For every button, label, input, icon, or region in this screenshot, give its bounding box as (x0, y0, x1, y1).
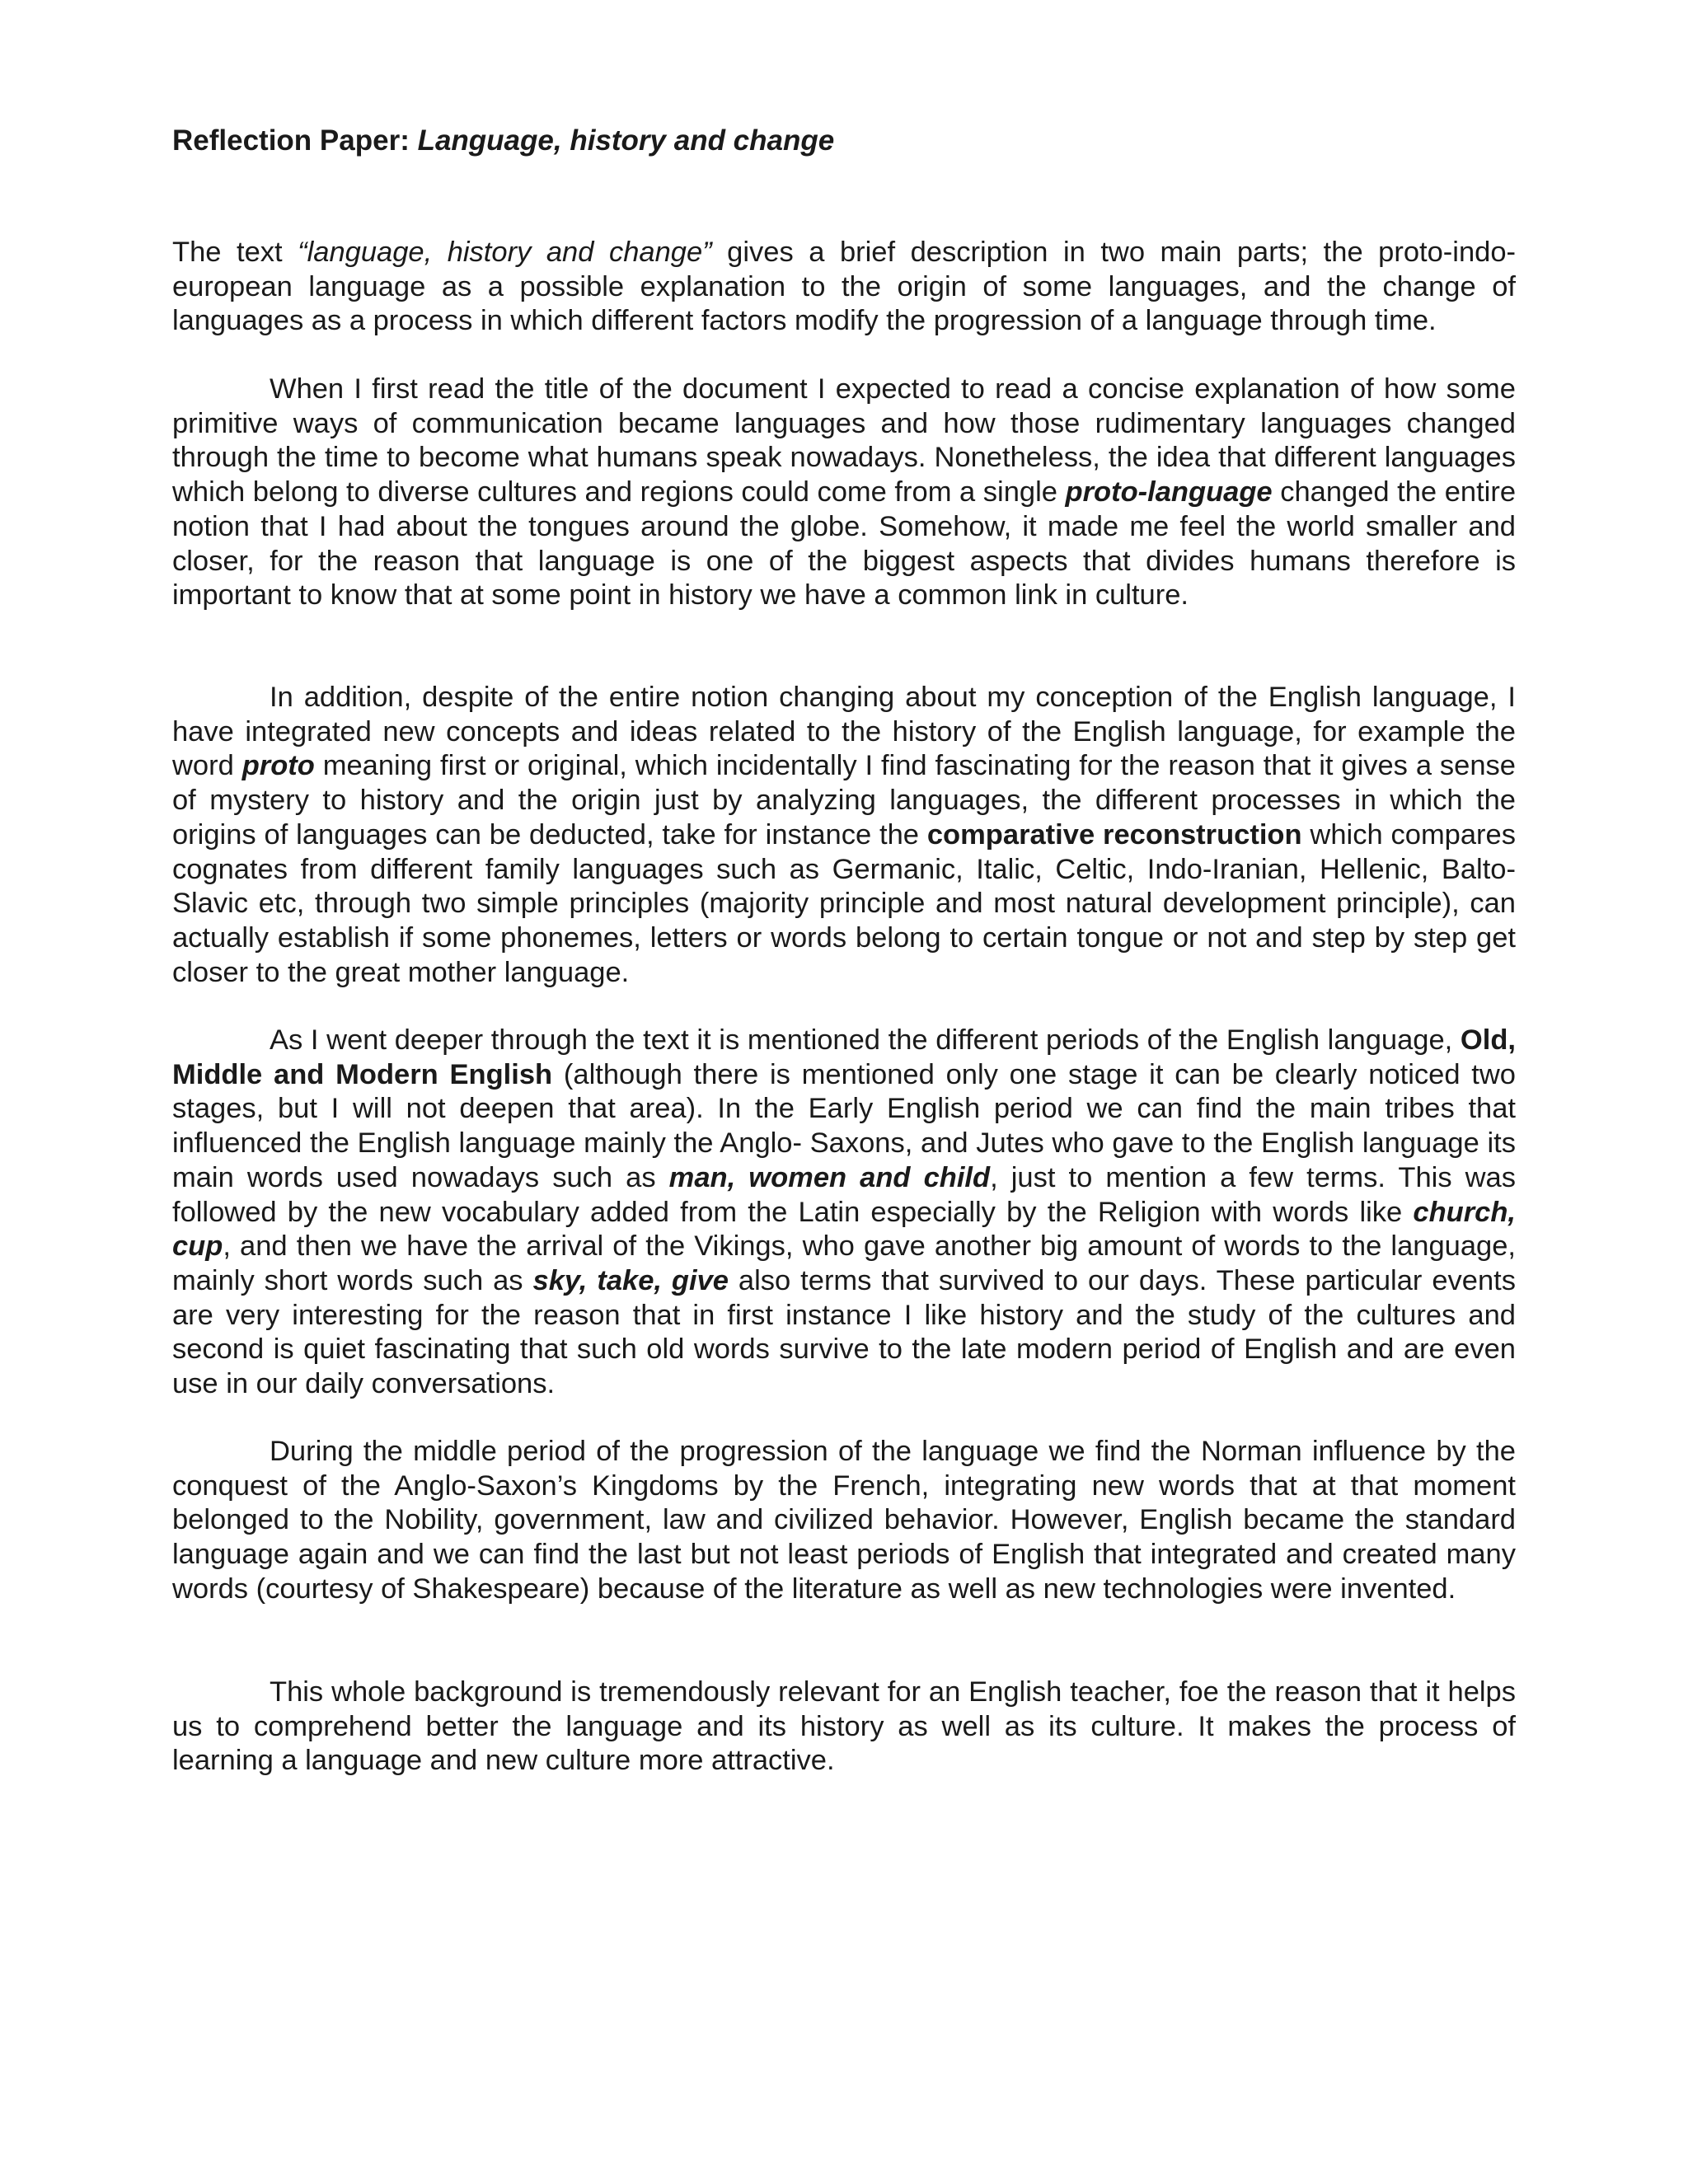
paragraph-intro (172, 236, 1516, 339)
emphasis-term: sky, take, give (532, 1264, 729, 1296)
emphasis-term: church, cup (172, 1196, 1516, 1263)
paragraph-middle-period (172, 1435, 1516, 1607)
text-run: (although there is mentioned only one stage it can be clearly noticed two stages, but I will not deepen that area). In the Early English period we can find the main tribes that influenced the English language mainly the Anglo- Saxons, and Jutes who gave to the English language its main words used nowadays such as (172, 1058, 1516, 1193)
bold-term: Old, Middle and Modern English (172, 1024, 1516, 1090)
text-run: also terms that survived to our days. These particular events are very interesting for the reason that in first instance I like history and the study of the cultures and second is quiet fascinating that such old words survive to the late modern period of English and are even use in our daily conversations. (172, 1264, 1516, 1400)
quoted-title: “language, history and change” (298, 237, 712, 268)
text-run: , and then we have the arrival of the Vikings, who gave another big amount of words to the language, mainly short words such as (172, 1230, 1516, 1296)
paragraph-expectations (172, 373, 1516, 613)
text-run: gives a brief description in two main parts; the proto-indo-european language as a possible explanation to the origin of some languages, and the change of languages as a process in which different factors modify the progression of a language through time. (172, 237, 1517, 337)
text-run: The text (172, 237, 298, 268)
text-run: When I first read the title of the document I expected to read a concise explanation of how some primitive ways of communication became languages and how those rudimentary languages changed through the time to become what humans speak nowadays. Nonetheless, the idea that different languages which belong to diverse cultures and regions could come from a single (172, 373, 1516, 509)
text-run: which compares cognates from different family languages such as Germanic, Italic, Celtic, Indo-Iranian, Hellenic, Balto-Slavic etc, through two simple principles (majority principle and most natural development principle), can actually establish if some phonemes, letters or words belong to certain tongue or not and step by step get closer to the great mother language. (172, 818, 1516, 988)
text-run: , just to mention a few terms. This was followed by the new vocabulary added from the Latin especially by the Religion with words like (172, 1161, 1516, 1228)
text-run: meaning first or original, which incidentally I find fascinating for the reason that it gives a sense of mystery to history and the origin just by analyzing languages, the different processes in which the origins of languages can be deducted, take for instance the (172, 750, 1516, 851)
title-prefix: Reflection Paper: (172, 124, 418, 157)
text-run: changed the entire notion that I had about the tongues around the globe. Somehow, it made me feel the world smaller and closer, for the reason that language is one of the biggest aspects that divides humans therefore is important to know that at some point in history we have a common link in culture. (172, 476, 1517, 612)
paragraph-periods (172, 1024, 1516, 1402)
emphasis-term: man, women and child (668, 1161, 991, 1193)
title-subject: Language, history and change (417, 124, 835, 157)
text-run: This whole background is tremendously relevant for an English teacher, foe the reason that it helps us to comprehend better the language and its history as well as its culture. It makes the process of learning a language and new culture more attractive. (172, 1676, 1516, 1777)
paragraph-conclusion (172, 1675, 1516, 1779)
paragraph-new-concepts (172, 681, 1516, 990)
bold-term: comparative reconstruction (926, 818, 1302, 851)
emphasis-term: proto (241, 750, 315, 782)
text-run: As I went deeper through the text it is mentioned the different periods of the English language, (270, 1024, 1461, 1056)
text-run: In addition, despite of the entire notion changing about my conception of the English language, I have integrated new concepts and ideas related to the history of the English language, for example the word (172, 682, 1516, 782)
emphasis-term: proto-language (1065, 476, 1273, 509)
text-run: During the middle period of the progression of the language we find the Norman influence by the conquest of the Anglo-Saxon’s Kingdoms by the French, integrating new words that at that moment belonged to the Nobility, government, law and civilized behavior. However, English became the standard language again and we can find the last but not least periods of English that integrated and created many words (courtesy of Shakespeare) because of the literature as well as new technologies were invented. (172, 1436, 1516, 1605)
page-title (172, 122, 834, 160)
